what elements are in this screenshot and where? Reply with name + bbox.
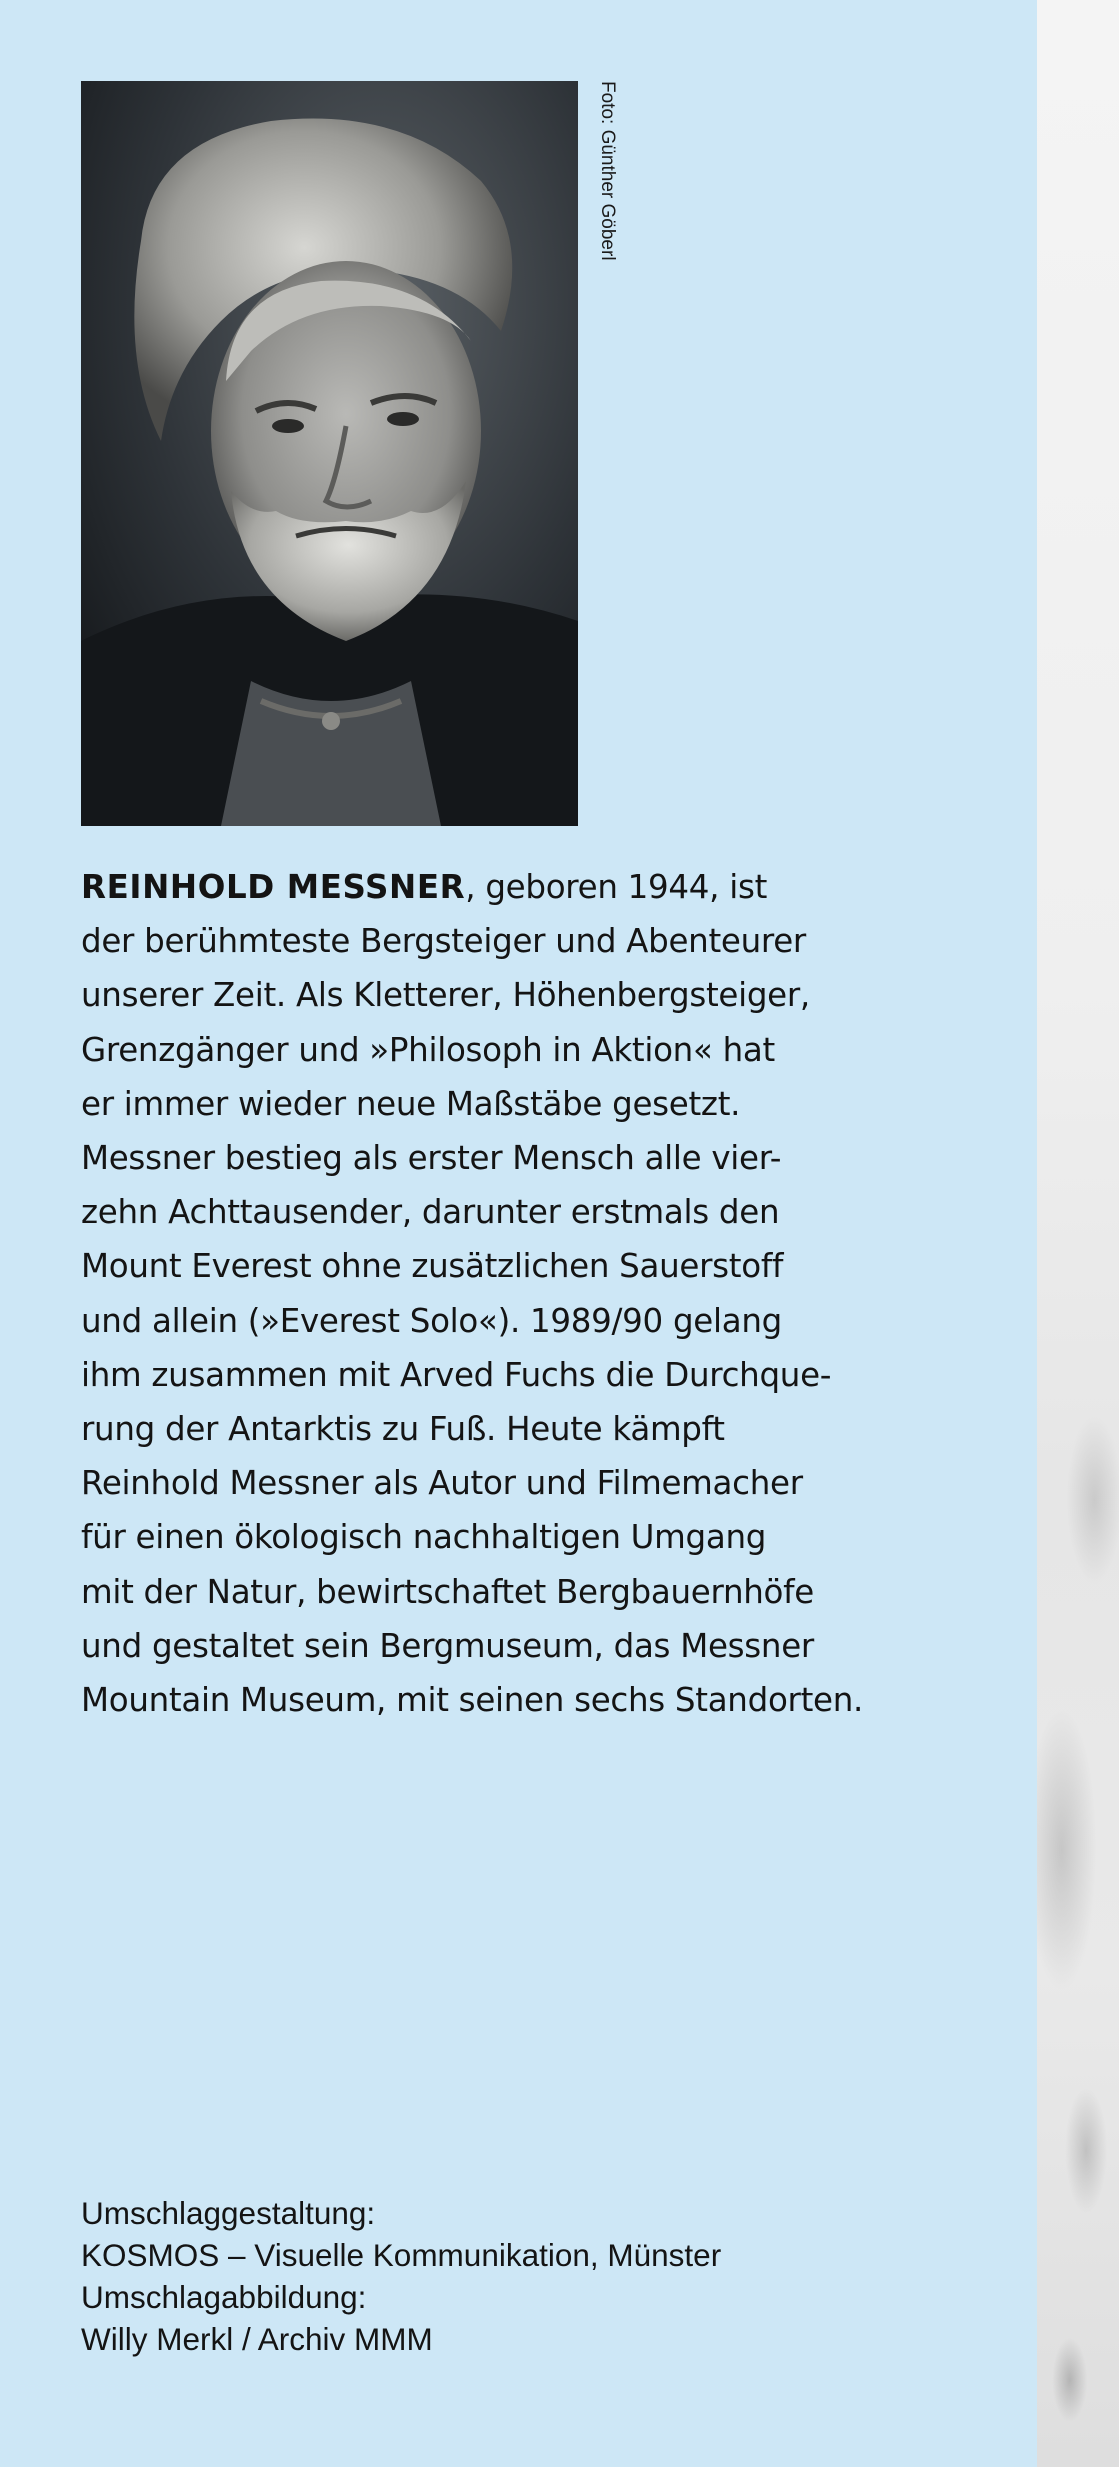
- bio-line: er immer wieder neue Maßstäbe gesetzt.: [81, 1084, 741, 1123]
- bio-text: , geboren 1944, ist: [465, 868, 768, 906]
- bio-line: zehn Achttausender, darunter erstmals den: [81, 1193, 780, 1232]
- portrait-icon: [81, 81, 578, 826]
- cover-image-value: Willy Merkl / Archiv MMM: [81, 2321, 433, 2357]
- bio-line: Mount Everest ohne zusätzlichen Sauerstoff: [81, 1247, 784, 1286]
- author-name: REINHOLD MESSNER: [81, 868, 466, 906]
- bio-line: unserer Zeit. Als Kletterer, Höhenbergsteiger,: [81, 976, 810, 1015]
- cover-edge-snow-image: [1037, 0, 1119, 2467]
- bio-line: und gestaltet sein Bergmuseum, das Messner: [81, 1626, 814, 1665]
- bio-line: und allein (»Everest Solo«). 1989/90 gelang: [81, 1301, 782, 1340]
- bio-line: für einen ökologisch nachhaltigen Umgang: [81, 1518, 767, 1557]
- author-biography: [81, 860, 1001, 1727]
- bio-line: Mountain Museum, mit seinen sechs Standorten.: [81, 1681, 864, 1720]
- cover-design-value: KOSMOS – Visuelle Kommunikation, Münster: [81, 2237, 722, 2273]
- bio-line: Grenzgänger und »Philosoph in Aktion« hat: [81, 1030, 775, 1069]
- bio-line: rung der Antarktis zu Fuß. Heute kämpft: [81, 1410, 725, 1449]
- cover-credits: [81, 2192, 981, 2360]
- bio-line: Reinhold Messner als Autor und Filmemacher: [81, 1464, 803, 1503]
- photo-credit: Foto: Günther Göberl: [597, 81, 618, 261]
- bio-line: ihm zusammen mit Arved Fuchs die Durchque-: [81, 1355, 832, 1394]
- bio-line: Messner bestieg als erster Mensch alle vier-: [81, 1139, 782, 1178]
- cover-image-label: Umschlagabbildung:: [81, 2279, 367, 2315]
- bio-line: [81, 860, 1001, 914]
- cover-design-label: Umschlaggestaltung:: [81, 2195, 376, 2231]
- author-portrait-photo: [81, 81, 578, 826]
- bio-line: mit der Natur, bewirtschaftet Bergbauernhöfe: [81, 1572, 814, 1611]
- bio-line: der berühmteste Bergsteiger und Abenteurer: [81, 922, 806, 961]
